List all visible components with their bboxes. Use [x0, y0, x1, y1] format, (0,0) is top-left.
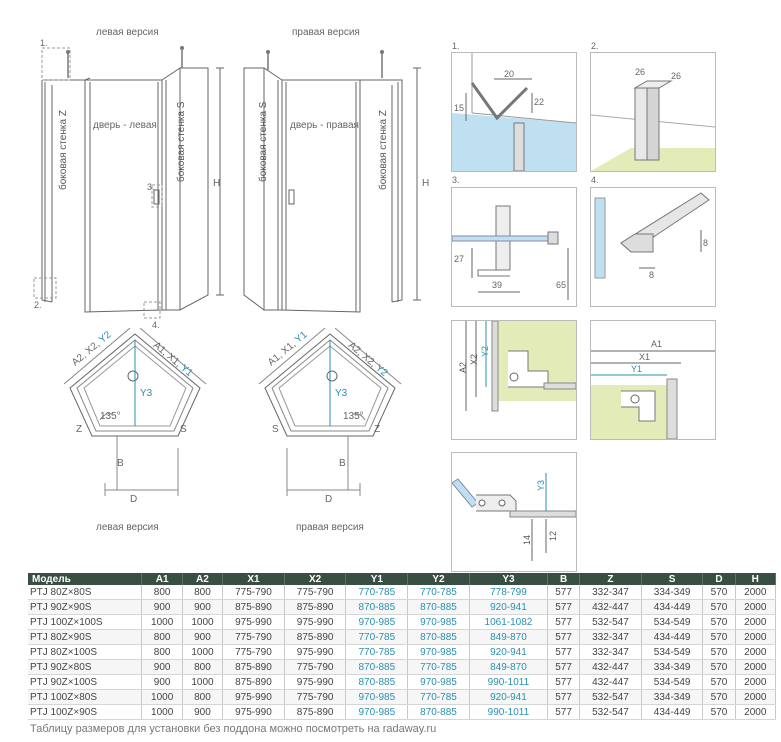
table-cell: 800: [142, 585, 182, 600]
table-cell: 875-890: [284, 705, 346, 720]
table-cell: 434-449: [641, 600, 703, 615]
table-cell: 975-990: [284, 675, 346, 690]
table-cell: 1000: [142, 690, 182, 705]
table-cell: PTJ 90Z×80S: [28, 660, 142, 675]
table-cell: 975-990: [284, 645, 346, 660]
table-cell: 532-547: [580, 705, 642, 720]
table-cell: 2000: [735, 600, 775, 615]
detail-6-y1: Y1: [631, 364, 643, 374]
col-a2: A2: [182, 573, 222, 585]
table-cell: 570: [703, 630, 735, 645]
table-cell: 870-885: [346, 660, 408, 675]
callout-2: 2.: [34, 300, 42, 310]
right-plan-y2-text: Y2: [373, 362, 390, 380]
detail-6-x1: X1: [639, 352, 651, 362]
col-z: Z: [580, 573, 642, 585]
detail-1-number: 1.: [452, 41, 460, 51]
table-cell: 970-985: [346, 690, 408, 705]
detail-4-drawing: [591, 188, 715, 306]
table-cell: 975-990: [223, 690, 285, 705]
table-cell: 534-549: [641, 645, 703, 660]
table-cell: 870-885: [408, 630, 470, 645]
left-side-z-label: боковая стенка Z: [58, 110, 69, 190]
table-row: [28, 675, 776, 690]
right-plan-b-label: B: [339, 458, 346, 469]
table-cell: 920-941: [469, 600, 547, 615]
table-cell: 432-447: [580, 660, 642, 675]
left-plan-a2-text: A2, X2,: [70, 337, 105, 369]
callout-1: 1.: [40, 38, 48, 48]
table-cell: 920-941: [469, 645, 547, 660]
table-cell: 577: [548, 660, 580, 675]
detail-panel-3: [451, 187, 577, 307]
col-s: S: [641, 573, 703, 585]
detail-2-drawing: [591, 53, 715, 171]
table-cell: 900: [182, 630, 222, 645]
detail-1-15: 15: [454, 103, 465, 113]
right-h-label: H: [422, 178, 430, 189]
table-cell: 800: [182, 690, 222, 705]
right-plan-z-label: Z: [374, 424, 381, 435]
table-cell: 532-547: [580, 615, 642, 630]
detail-2-26b: 26: [671, 71, 682, 81]
table-row: [28, 660, 776, 675]
table-cell: 570: [703, 600, 735, 615]
table-cell: 775-790: [223, 585, 285, 600]
table-row: [28, 645, 776, 660]
detail-7-12: 12: [548, 530, 558, 541]
left-plan-b-label: B: [117, 458, 124, 469]
right-version-title: правая версия: [292, 27, 360, 38]
detail-4-8b: 8: [649, 270, 655, 280]
table-cell: 2000: [735, 630, 775, 645]
right-door-label: дверь - правая: [290, 120, 359, 131]
col-d: D: [703, 573, 735, 585]
left-plan-y1-text: Y1: [178, 362, 195, 380]
table-cell: 570: [703, 675, 735, 690]
detail-7-y3: Y3: [536, 479, 546, 491]
table-cell: 332-347: [580, 585, 642, 600]
table-cell: 334-349: [641, 660, 703, 675]
table-cell: 577: [548, 615, 580, 630]
table-body: [28, 585, 776, 720]
table-cell: 532-547: [580, 690, 642, 705]
table-cell: 800: [142, 645, 182, 660]
table-cell: 990-1011: [469, 705, 547, 720]
table-cell: 577: [548, 600, 580, 615]
table-cell: 570: [703, 585, 735, 600]
col-y2: Y2: [408, 573, 470, 585]
table-cell: 849-870: [469, 660, 547, 675]
table-row: [28, 615, 776, 630]
detail-7-14: 14: [522, 534, 532, 545]
table-cell: 875-890: [223, 660, 285, 675]
callout-3: 3.: [147, 182, 155, 192]
table-cell: 875-890: [284, 630, 346, 645]
left-plan-s-label: S: [180, 424, 187, 435]
table-cell: 534-549: [641, 615, 703, 630]
table-cell: 970-985: [346, 615, 408, 630]
table-row: [28, 630, 776, 645]
table-cell: 2000: [735, 645, 775, 660]
right-plan-caption: правая версия: [296, 522, 364, 533]
right-plan-s-label: S: [272, 424, 279, 435]
table-cell: 775-790: [284, 660, 346, 675]
table-cell: 975-990: [223, 615, 285, 630]
detail-4-number: 4.: [591, 175, 599, 185]
right-plan-d-label: D: [325, 494, 333, 505]
table-cell: 870-885: [346, 675, 408, 690]
col-a1: A1: [142, 573, 182, 585]
table-cell: 800: [142, 630, 182, 645]
dimensions-table: [28, 573, 776, 720]
table-cell: 1000: [182, 675, 222, 690]
table-cell: 775-790: [223, 645, 285, 660]
left-plan-y2-text: Y2: [97, 329, 114, 346]
table-cell: 800: [182, 660, 222, 675]
table-cell: 970-985: [408, 675, 470, 690]
table-cell: 875-890: [223, 675, 285, 690]
right-side-s-label: боковая стенка S: [258, 101, 269, 182]
table-cell: 770-785: [408, 585, 470, 600]
table-cell: 970-985: [346, 705, 408, 720]
table-cell: 570: [703, 645, 735, 660]
table-header-row: [28, 573, 776, 585]
table-row: [28, 705, 776, 720]
right-plan-a2-text: A2, X2,: [345, 340, 381, 372]
table-cell: 975-990: [223, 705, 285, 720]
callout-4: 4.: [152, 320, 160, 330]
table-cell: 577: [548, 675, 580, 690]
left-door-label: дверь - левая: [93, 120, 157, 131]
table-cell: PTJ 100Z×90S: [28, 705, 142, 720]
col-x1: X1: [223, 573, 285, 585]
table-cell: 2000: [735, 615, 775, 630]
table-cell: 770-785: [408, 660, 470, 675]
table-cell: 775-790: [284, 585, 346, 600]
detail-5-a2: A2: [458, 361, 468, 373]
detail-panel-7: [451, 452, 577, 572]
detail-panel-2: [590, 52, 716, 172]
col-y1: Y1: [346, 573, 408, 585]
table-cell: 900: [182, 600, 222, 615]
detail-3-27: 27: [454, 254, 465, 264]
left-plan-caption: левая версия: [96, 522, 159, 533]
left-side-s-label: боковая стенка S: [176, 101, 187, 182]
table-cell: 577: [548, 630, 580, 645]
table-cell: 570: [703, 615, 735, 630]
detail-panel-5: [451, 320, 577, 440]
table-cell: 334-349: [641, 690, 703, 705]
table-cell: PTJ 80Z×90S: [28, 630, 142, 645]
table-cell: 900: [142, 600, 182, 615]
table-cell: 570: [703, 660, 735, 675]
table-cell: 900: [142, 675, 182, 690]
col-y3: Y3: [469, 573, 547, 585]
table-cell: 970-985: [408, 615, 470, 630]
detail-1-20: 20: [504, 69, 515, 79]
right-plan-a1-text: A1, X1,: [266, 337, 301, 369]
detail-6-a1: A1: [651, 339, 663, 349]
table-cell: 2000: [735, 690, 775, 705]
col-h: H: [735, 573, 775, 585]
left-plan-d-label: D: [130, 494, 138, 505]
table-cell: 577: [548, 585, 580, 600]
table-cell: 778-799: [469, 585, 547, 600]
detail-3-number: 3.: [452, 175, 460, 185]
table-cell: 770-785: [346, 630, 408, 645]
right-plan-y3-label: Y3: [335, 388, 348, 399]
table-cell: 332-347: [580, 630, 642, 645]
col-b: B: [548, 573, 580, 585]
table-cell: 434-449: [641, 630, 703, 645]
right-front-elevation: [232, 40, 432, 330]
footnote: Таблицу размеров для установки без поддона можно посмотреть на radaway.ru: [30, 723, 437, 735]
table-cell: 432-447: [580, 600, 642, 615]
table-cell: 975-990: [284, 615, 346, 630]
detail-panel-6: [590, 320, 716, 440]
right-side-z-label: боковая стенка Z: [378, 110, 389, 190]
table-cell: 775-790: [284, 690, 346, 705]
detail-5-y2: Y2: [480, 345, 490, 357]
table-cell: 577: [548, 690, 580, 705]
table-cell: 1000: [142, 705, 182, 720]
left-plan-angle-label: 135°: [100, 411, 121, 422]
table-cell: PTJ 100Z×100S: [28, 615, 142, 630]
table-cell: 570: [703, 705, 735, 720]
table-cell: 577: [548, 705, 580, 720]
table-cell: PTJ 80Z×80S: [28, 585, 142, 600]
detail-4-8a: 8: [703, 238, 709, 248]
table-cell: 432-447: [580, 675, 642, 690]
table-cell: 577: [548, 645, 580, 660]
table-cell: 434-449: [641, 705, 703, 720]
table-cell: 775-790: [223, 630, 285, 645]
left-plan-a1-text: A1, X1,: [150, 340, 186, 372]
detail-panel-4: [590, 187, 716, 307]
table-row: [28, 585, 776, 600]
table-cell: PTJ 100Z×80S: [28, 690, 142, 705]
table-cell: 849-870: [469, 630, 547, 645]
detail-1-22: 22: [534, 97, 545, 107]
left-plan-z-label: Z: [76, 424, 83, 435]
table-cell: 570: [703, 690, 735, 705]
table-cell: 2000: [735, 585, 775, 600]
col-x2: X2: [284, 573, 346, 585]
detail-3-39: 39: [492, 280, 503, 290]
table-cell: 534-549: [641, 675, 703, 690]
table-cell: 2000: [735, 675, 775, 690]
table-cell: 1000: [142, 615, 182, 630]
table-cell: 875-890: [223, 600, 285, 615]
table-cell: 870-885: [408, 705, 470, 720]
table-cell: 1000: [182, 615, 222, 630]
table-cell: 875-890: [284, 600, 346, 615]
detail-3-65: 65: [556, 280, 567, 290]
table-cell: 970-985: [408, 645, 470, 660]
table-cell: 2000: [735, 660, 775, 675]
table-cell: 770-785: [346, 585, 408, 600]
table-cell: PTJ 80Z×100S: [28, 645, 142, 660]
table-cell: 334-349: [641, 585, 703, 600]
table-cell: 900: [142, 660, 182, 675]
right-plan-angle-label: 135°: [343, 411, 364, 422]
detail-5-drawing: [452, 321, 576, 439]
table-cell: 770-785: [346, 645, 408, 660]
right-plan-y1-text: Y1: [293, 329, 310, 346]
table-cell: 1000: [182, 645, 222, 660]
table-cell: 1061-1082: [469, 615, 547, 630]
table-cell: 870-885: [346, 600, 408, 615]
detail-5-x2: X2: [469, 353, 479, 365]
detail-2-26a: 26: [635, 67, 646, 77]
table-cell: 770-785: [408, 690, 470, 705]
table-cell: 870-885: [408, 600, 470, 615]
detail-2-number: 2.: [591, 41, 599, 51]
left-plan-y3-label: Y3: [140, 388, 153, 399]
detail-7-drawing: [452, 453, 576, 571]
table-row: [28, 600, 776, 615]
table-cell: 920-941: [469, 690, 547, 705]
table-cell: 332-347: [580, 645, 642, 660]
left-version-title: левая версия: [96, 27, 159, 38]
table-cell: 990-1011: [469, 675, 547, 690]
table-cell: 2000: [735, 705, 775, 720]
table-cell: 800: [182, 585, 222, 600]
table-cell: 900: [182, 705, 222, 720]
left-h-label: H: [213, 178, 221, 189]
table-cell: PTJ 90Z×90S: [28, 600, 142, 615]
col-model: Модель: [28, 573, 142, 585]
detail-panel-1: [451, 52, 577, 172]
table-row: [28, 690, 776, 705]
table-cell: PTJ 90Z×100S: [28, 675, 142, 690]
